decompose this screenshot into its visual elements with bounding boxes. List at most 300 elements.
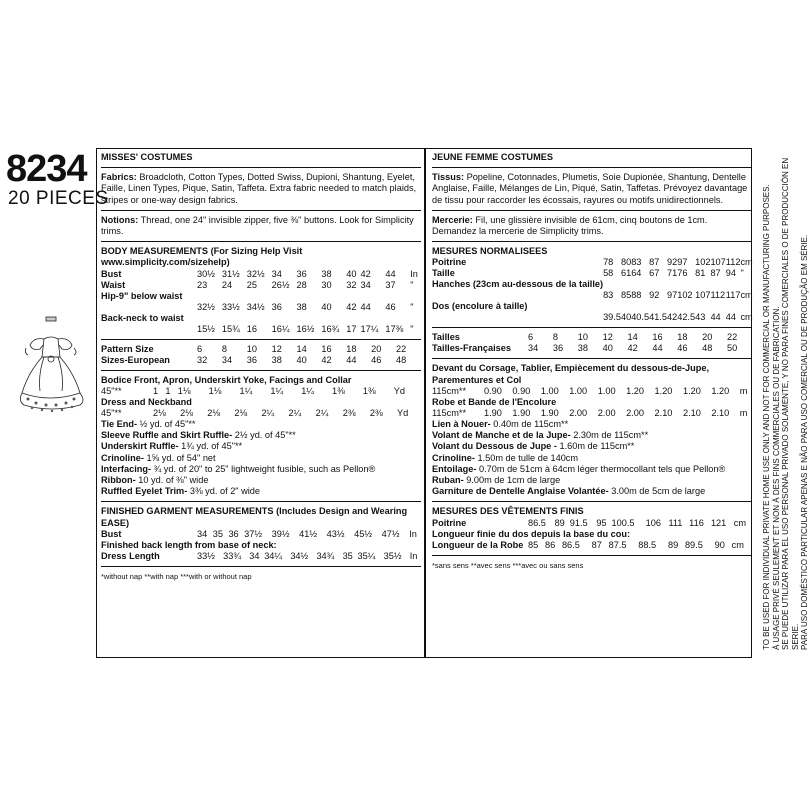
yardage-table <box>432 386 752 397</box>
unit-cell: In <box>409 551 418 562</box>
value-cell: 33¾ <box>223 551 242 562</box>
yardage-line-label: Tie End- <box>101 419 138 430</box>
value-cell: 61 <box>620 268 632 279</box>
value-cell: 50 <box>727 343 738 354</box>
value-cell <box>360 291 385 302</box>
value-cell: 41½ <box>299 528 318 539</box>
yardage-line-text: 9.00m de 1cm de large <box>466 475 561 486</box>
value-cell: 14 <box>296 343 307 354</box>
value-cell: 86 <box>544 539 556 550</box>
unit-cell: cm <box>731 539 744 550</box>
yardage-line <box>432 486 752 497</box>
value-cell: 1.00 <box>569 385 588 396</box>
value-cell <box>272 313 297 324</box>
value-cell: 36 <box>296 268 307 279</box>
row-label: Sizes-European <box>101 354 170 365</box>
yardage-tables <box>432 363 752 419</box>
sizes-table <box>101 344 421 366</box>
value-cell: 90 <box>714 539 725 550</box>
fabrics-text: Popeline, Cotonnades, Plumetis, Soie Dupionée, Shantung, Dentelle Anglaise, Faille, Mélanges de Lin, Piqué, Satin, Taffetas. Prévoyez davantage de tissu pour raccorder les écossais, rayures ou motifs unidirectionnels. <box>432 172 748 205</box>
notice-es: SE PUEDE UTILIZAR PARA EL USO PERSONAL PRIVADO SOLAMENTE, Y NO PARA FINES COMERCIALES O DE PRODUCCIÓN EN SERIE. <box>781 157 800 650</box>
value-cell: 37½ <box>244 528 263 539</box>
value-cell: 44 <box>346 354 357 365</box>
value-cell: 106 <box>645 517 661 528</box>
value-cell: 16½ <box>296 323 315 334</box>
table-row <box>432 408 752 419</box>
value-cell: 47½ <box>381 528 400 539</box>
value-cell: 32 <box>197 354 208 365</box>
value-cell: 17⅜ <box>385 323 404 334</box>
yardage-line <box>432 419 752 430</box>
value-cell: 102 <box>695 257 711 268</box>
value-cell: 0.90 <box>484 385 502 396</box>
value-cell <box>631 301 649 312</box>
value-cell: 2⅛ <box>207 408 220 419</box>
row-label: Bust <box>101 528 122 539</box>
value-cell: 2¼ <box>315 408 329 419</box>
table-row <box>101 529 421 540</box>
row-label: Waist <box>101 279 126 290</box>
value-cell: 94 <box>725 268 737 279</box>
value-cell: 2¼ <box>261 408 275 419</box>
yardage-piece-label: Devant du Corsage, Tablier, Empiècement du dessous-de-Jupe, Parementures et Col <box>432 363 710 385</box>
unit-cell: In <box>409 528 417 539</box>
notions-label: Notions: <box>101 214 139 225</box>
finished-section <box>432 502 752 555</box>
table-row <box>101 355 421 366</box>
french-column <box>432 148 752 575</box>
value-cell: 121 <box>710 517 727 528</box>
value-cell: 34½ <box>290 551 309 562</box>
fabrics-label: Fabrics: <box>101 172 137 183</box>
yardage-piece-label: Robe et Bande de l'Encolure <box>432 396 557 407</box>
notions-section <box>432 211 752 242</box>
yardage-piece-label: Bodice Front, Apron, Underskirt Yoke, Facings and Collar <box>101 374 352 385</box>
value-cell: 15½ <box>197 323 215 334</box>
value-cell: 46 <box>385 301 396 312</box>
value-cell: 1⅜ <box>332 385 345 396</box>
row-label <box>101 324 197 335</box>
yardage-table <box>432 408 752 419</box>
row-label <box>101 302 197 313</box>
value-cell: 44 <box>710 312 721 323</box>
value-cell: 107 <box>695 290 711 301</box>
body-measurements-heading: BODY MEASUREMENTS (For Sizing Help Visit www.simplicity.com/sizehelp) <box>101 246 303 268</box>
value-cell: 112 <box>725 257 741 268</box>
value-cell: 58 <box>603 268 614 279</box>
row-label <box>432 290 603 301</box>
value-cell: 46 <box>677 343 688 354</box>
value-cell <box>667 279 677 290</box>
value-cell <box>677 279 695 290</box>
value-cell <box>385 313 410 324</box>
value-cell: 100.5 <box>611 517 635 528</box>
value-cell: 0.90 <box>512 385 531 396</box>
value-cell: 86.5 <box>528 517 546 528</box>
table-row <box>432 343 752 354</box>
value-cell: 10 <box>577 332 588 343</box>
value-cell: 1.00 <box>597 385 616 396</box>
value-cell: 89 <box>554 517 565 528</box>
yardage-line-label: Crinoline- <box>432 452 475 463</box>
value-cell: 81 <box>695 268 706 279</box>
value-cell <box>297 291 322 302</box>
body-measurements-heading: MESURES NORMALISEES <box>432 246 548 257</box>
value-cell: 107 <box>710 257 726 268</box>
finished-bust-table <box>432 518 752 529</box>
value-cell: 40 <box>602 343 613 354</box>
value-cell: 48 <box>702 343 713 354</box>
value-cell: 34¼ <box>264 551 283 562</box>
value-cell: 8 <box>552 332 558 343</box>
footnote: *sans sens **avec sens ***avec ou sans sens <box>432 560 584 570</box>
value-cell: 23 <box>197 279 208 290</box>
unit-cell <box>740 279 752 290</box>
value-cell <box>726 301 741 312</box>
yardage-line-label: Lien à Nouer- <box>432 419 491 430</box>
table-row <box>432 257 753 268</box>
row-label: Hanches (23cm au-dessous de la taille) <box>432 279 604 290</box>
value-cell: 35 <box>212 528 223 539</box>
value-cell: 22 <box>396 343 407 354</box>
value-cell: 33½ <box>197 551 215 562</box>
value-cell <box>649 279 667 290</box>
value-cell: 45½ <box>354 528 373 539</box>
value-cell: 35 <box>342 551 353 562</box>
table-row <box>101 280 421 291</box>
yardage-line-text: 2½ yd. of 45"** <box>234 430 296 441</box>
unit-cell: In <box>410 268 418 279</box>
value-cell: 30 <box>321 279 332 290</box>
table-row <box>432 290 753 301</box>
value-cell: 36 <box>246 354 257 365</box>
value-cell: 67 <box>649 268 660 279</box>
value-cell: 117 <box>725 290 741 301</box>
pieces-count: 20 PIECES <box>8 188 109 209</box>
value-cell: 2⅛ <box>153 408 166 419</box>
row-label: Poitrine <box>432 257 467 268</box>
yardage-line-label: Ruban- <box>432 475 464 486</box>
value-cell: 87 <box>591 539 602 550</box>
table-row <box>101 291 421 302</box>
value-cell: 44 <box>652 343 663 354</box>
row-label: Back-neck to waist <box>101 312 184 323</box>
value-cell: 1.90 <box>512 408 531 419</box>
value-cell: 116 <box>689 517 704 528</box>
value-cell: 102 <box>677 290 693 301</box>
value-cell: 2¼ <box>288 408 302 419</box>
value-cell: 64 <box>631 268 642 279</box>
yardage-line-label: Volant de Manche et de la Jupe- <box>432 430 571 441</box>
value-cell <box>360 313 385 324</box>
yardage-line-label: Ribbon- <box>101 475 136 486</box>
value-cell: 28 <box>296 279 307 290</box>
unit-cell: cm <box>740 290 753 301</box>
value-cell: 2.10 <box>654 408 673 419</box>
table-row <box>432 540 752 551</box>
value-cell: 2.10 <box>711 408 730 419</box>
value-cell: 38 <box>321 268 332 279</box>
value-cell <box>197 291 222 302</box>
yardage-line <box>101 419 421 430</box>
table-row <box>432 268 753 279</box>
yardage-line-text: 3⅜ yd. of 2" wide <box>189 486 261 497</box>
value-cell: 48 <box>396 354 407 365</box>
value-cell: 17¼ <box>360 323 379 334</box>
fabrics-label: Tissus: <box>432 172 464 183</box>
row-label: Bust <box>101 268 122 279</box>
value-cell: 32½ <box>197 301 215 312</box>
yardage-line <box>432 453 752 464</box>
value-cell: 20 <box>371 343 382 354</box>
value-cell: 1 <box>165 385 171 396</box>
yardage-line-text: 0.70m de 51cm à 64cm léger thermocollant tels que Pellon® <box>478 463 726 474</box>
value-cell <box>695 279 710 290</box>
row-label: Poitrine <box>432 517 467 528</box>
unit-cell: Yd <box>393 385 406 396</box>
value-cell: 83 <box>603 290 614 301</box>
value-cell: 88 <box>631 290 642 301</box>
value-cell <box>667 301 677 312</box>
value-cell: 2.00 <box>626 408 644 419</box>
table-row <box>432 518 752 529</box>
value-cell: 87 <box>649 257 660 268</box>
value-cell: 20 <box>702 332 713 343</box>
value-cell: 1⅛ <box>208 385 222 396</box>
value-cell: 16¾ <box>321 323 340 334</box>
value-cell: 22 <box>727 332 738 343</box>
value-cell: 1⅛ <box>177 385 191 396</box>
value-cell: 111 <box>668 517 683 528</box>
value-cell <box>247 313 272 324</box>
value-cell: 85 <box>528 539 539 550</box>
value-cell: 2⅛ <box>234 408 248 419</box>
value-cell: 38 <box>296 301 307 312</box>
table-row <box>101 386 421 397</box>
yardage-line <box>101 441 421 452</box>
unit-cell: Yd <box>396 408 409 419</box>
value-cell: 89 <box>667 539 679 550</box>
unit-cell: cm <box>740 257 753 268</box>
value-cell: 38 <box>577 343 588 354</box>
body-measurements-table <box>432 257 753 323</box>
value-cell: 2.00 <box>597 408 616 419</box>
value-cell: 44 <box>385 268 396 279</box>
yardage-line-text: 1⅝ yd. of 54" net <box>146 452 216 463</box>
title-section <box>432 148 752 168</box>
value-cell: 40 <box>346 268 357 279</box>
pattern-number: 8234 <box>6 148 87 190</box>
value-cell: 34 <box>360 279 371 290</box>
row-label: Dress Length <box>101 551 160 562</box>
value-cell <box>695 301 710 312</box>
value-cell: 85 <box>620 290 632 301</box>
value-cell: 38 <box>271 354 282 365</box>
unit-cell <box>410 291 421 302</box>
notice-en: TO BE USED FOR INDIVIDUAL PRIVATE HOME USE ONLY AND NOT FOR COMMERCIAL OR MANUFACTURING PURPOSES. <box>762 184 771 650</box>
yardage-line-label: Volant du Dessous de Jupe - <box>432 441 557 452</box>
value-cell: 34 <box>528 343 539 354</box>
value-cell: 92 <box>666 257 678 268</box>
value-cell: 34 <box>249 551 260 562</box>
value-cell: 1.90 <box>540 408 559 419</box>
column-divider <box>424 148 426 658</box>
yardage-table <box>101 408 421 419</box>
yardage-line-label: Ruffled Eyelet Trim- <box>101 486 188 497</box>
yardage-section <box>432 359 752 502</box>
value-cell <box>621 301 631 312</box>
value-cell: 87 <box>710 268 721 279</box>
yardage-line-text: ¾ yd. of 20" to 25" lightweight fusible, such as Pellon® <box>153 463 376 474</box>
value-cell: 39.5 <box>603 312 621 323</box>
fabrics-section <box>101 168 421 211</box>
value-cell: 34 <box>221 354 233 365</box>
value-cell: 1⅜ <box>362 385 376 396</box>
finished-dress-table <box>101 551 421 562</box>
value-cell: 1.20 <box>654 385 673 396</box>
yardage-lines <box>101 419 421 497</box>
value-cell: 16 <box>652 332 663 343</box>
value-cell <box>272 291 297 302</box>
finished-bust-table <box>101 529 421 540</box>
value-cell <box>197 313 222 324</box>
column-title: MISSES' COSTUMES <box>101 152 193 162</box>
table-row <box>101 313 421 324</box>
row-label: Pattern Size <box>101 343 154 354</box>
value-cell: 40 <box>296 354 307 365</box>
value-cell <box>603 301 621 312</box>
body-measurements-section <box>101 242 421 339</box>
value-cell: 37 <box>385 279 396 290</box>
body-measurements-section <box>432 242 752 328</box>
value-cell: 34¾ <box>316 551 335 562</box>
value-cell: 91.5 <box>569 517 588 528</box>
unit-cell: " <box>410 301 414 312</box>
footnote: *without nap **with nap ***with or without nap <box>101 572 252 582</box>
yardage-section <box>101 371 421 503</box>
value-cell: 24 <box>221 279 233 290</box>
value-cell: 40.5 <box>631 312 650 323</box>
value-cell: 76 <box>677 268 688 279</box>
value-cell: 87.5 <box>608 539 627 550</box>
value-cell: 31½ <box>221 268 240 279</box>
yardage-line <box>432 441 752 452</box>
finished-back-label: Longueur finie du dos depuis la base du cou: <box>432 528 631 539</box>
table-row <box>101 302 421 313</box>
value-cell: 86.5 <box>561 539 580 550</box>
table-row <box>432 312 753 323</box>
yardage-line <box>101 464 421 475</box>
value-cell: 42.5 <box>677 312 696 323</box>
yardage-line-label: Sleeve Ruffle and Skirt Ruffle- <box>101 430 233 441</box>
value-cell <box>677 301 695 312</box>
yardage-lines <box>432 419 752 497</box>
value-cell: 2.10 <box>682 408 701 419</box>
value-cell: 78 <box>603 257 614 268</box>
value-cell: 35¼ <box>357 551 376 562</box>
value-cell: 95 <box>596 517 607 528</box>
value-cell: 40 <box>321 301 332 312</box>
yardage-line-text: 3.00m de 5cm de large <box>611 486 706 497</box>
value-cell <box>621 279 631 290</box>
value-cell: 16¼ <box>271 323 290 334</box>
column-title: JEUNE FEMME COSTUMES <box>432 152 553 162</box>
sizes-section <box>432 328 752 359</box>
value-cell <box>726 279 741 290</box>
value-cell: 1.20 <box>682 385 701 396</box>
yardage-line-label: Underskirt Ruffle- <box>101 441 179 452</box>
finished-back-label: Finished back length from base of neck: <box>101 539 277 550</box>
value-cell: 34 <box>197 528 208 539</box>
value-cell: 1.20 <box>626 385 644 396</box>
fabrics-section <box>432 168 752 211</box>
value-cell: 18 <box>677 332 688 343</box>
value-cell <box>346 313 360 324</box>
yardage-line-label: Entoilage- <box>432 463 477 474</box>
yardage-line-text: 1.50m de tulle de 140cm <box>477 452 579 463</box>
notions-label: Mercerie: <box>432 214 473 225</box>
sizes-section <box>101 340 421 371</box>
yardage-tables <box>101 375 421 419</box>
value-cell: 6 <box>197 343 203 354</box>
row-label <box>432 312 603 323</box>
yardage-piece-label: Dress and Neckband <box>101 396 192 407</box>
row-label: Longueur de la Robe <box>432 539 524 550</box>
yardage-table <box>101 386 421 397</box>
value-cell: 34½ <box>246 301 265 312</box>
fabric-width: 45"** <box>101 385 122 396</box>
value-cell: 1¼ <box>301 385 314 396</box>
value-cell: 36 <box>271 301 282 312</box>
row-label: Hip-9" below waist <box>101 290 183 301</box>
fabric-width: 115cm** <box>432 408 467 419</box>
value-cell: 97 <box>677 257 688 268</box>
value-cell: 39½ <box>271 528 290 539</box>
yardage-line <box>432 475 752 486</box>
value-cell: 2.00 <box>569 408 588 419</box>
value-cell: 25 <box>246 279 257 290</box>
yardage-line <box>101 430 421 441</box>
value-cell: 42 <box>666 312 678 323</box>
value-cell <box>247 291 272 302</box>
body-measurements-table <box>101 269 421 335</box>
value-cell: 16 <box>246 323 257 334</box>
value-cell: 8 <box>221 343 227 354</box>
row-label: Tailles <box>432 332 460 343</box>
table-row <box>101 269 421 280</box>
notions-text: Thread, one 24" invisible zipper, five ⅜" buttons. Look for Simplicity trims. <box>101 214 414 237</box>
yardage-line <box>101 486 421 497</box>
value-cell <box>297 313 322 324</box>
notice-fr: À USAGE PRIVÉ SEULEMENT ET NON À DES FINS COMMERCIALES OU DE FABRICATION. <box>771 306 781 650</box>
yardage-line <box>101 453 421 464</box>
value-cell: 2⅛ <box>180 408 193 419</box>
value-cell: 6 <box>528 332 534 343</box>
finished-section <box>101 502 421 567</box>
table-row <box>432 386 752 397</box>
value-cell: 2⅜ <box>369 408 383 419</box>
value-cell: 32 <box>346 279 357 290</box>
value-cell: 36 <box>552 343 564 354</box>
table-row <box>101 408 421 419</box>
value-cell: 46 <box>371 354 382 365</box>
sizes-table <box>432 332 752 354</box>
value-cell: 83 <box>631 257 642 268</box>
unit-cell <box>410 313 421 324</box>
table-row <box>432 332 752 343</box>
value-cell: 14 <box>627 332 638 343</box>
value-cell: 15¾ <box>221 323 240 334</box>
